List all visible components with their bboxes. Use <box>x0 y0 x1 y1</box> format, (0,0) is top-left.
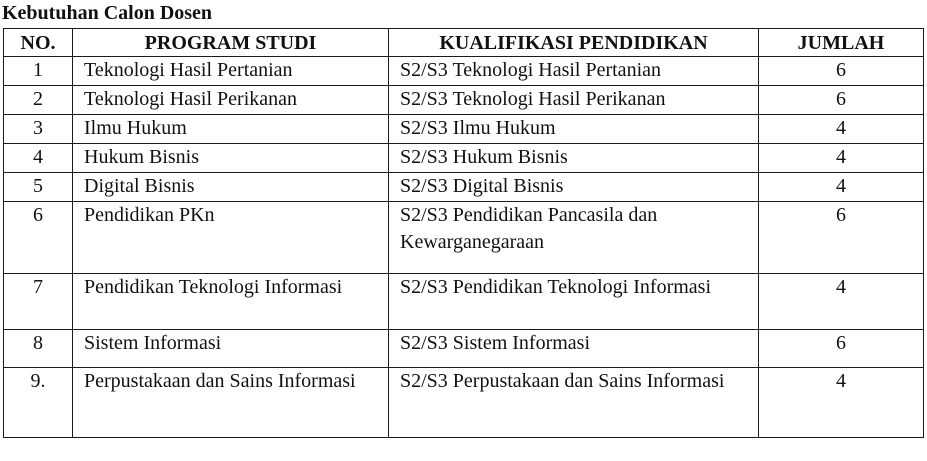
cell-program: Digital Bisnis <box>73 173 389 202</box>
table-row <box>4 202 924 274</box>
cell-program: Teknologi Hasil Perikanan <box>73 86 389 115</box>
cell-program: Pendidikan PKn <box>73 202 389 274</box>
cell-qualification: S2/S3 Teknologi Hasil Pertanian <box>389 57 759 86</box>
cell-no: 9. <box>4 368 73 438</box>
cell-count: 4 <box>759 274 924 330</box>
table-row <box>4 144 924 173</box>
cell-program: Hukum Bisnis <box>73 144 389 173</box>
header-program: PROGRAM STUDI <box>73 29 389 57</box>
cell-count: 4 <box>759 173 924 202</box>
cell-qualification: S2/S3 Pendidikan Teknologi Informasi <box>389 274 759 330</box>
cell-count: 6 <box>759 86 924 115</box>
cell-qualification: S2/S3 Hukum Bisnis <box>389 144 759 173</box>
cell-no: 5 <box>4 173 73 202</box>
header-count: JUMLAH <box>759 29 924 57</box>
cell-qualification: S2/S3 Pendidikan Pancasila dan Kewarganegaraan <box>389 202 759 274</box>
cell-program: Ilmu Hukum <box>73 115 389 144</box>
cell-count: 6 <box>759 330 924 368</box>
cell-count: 4 <box>759 144 924 173</box>
table-row <box>4 274 924 330</box>
cell-program: Pendidikan Teknologi Informasi <box>73 274 389 330</box>
cell-program: Sistem Informasi <box>73 330 389 368</box>
cell-no: 3 <box>4 115 73 144</box>
table-header-row <box>4 29 924 57</box>
table-row <box>4 86 924 115</box>
cell-program: Teknologi Hasil Pertanian <box>73 57 389 86</box>
cell-count: 6 <box>759 202 924 274</box>
header-qualification: KUALIFIKASI PENDIDIKAN <box>389 29 759 57</box>
cell-no: 4 <box>4 144 73 173</box>
cell-count: 4 <box>759 115 924 144</box>
cell-no: 7 <box>4 274 73 330</box>
header-no: NO. <box>4 29 73 57</box>
cell-no: 8 <box>4 330 73 368</box>
cell-qualification: S2/S3 Sistem Informasi <box>389 330 759 368</box>
table-row <box>4 330 924 368</box>
table-row <box>4 173 924 202</box>
cell-no: 1 <box>4 57 73 86</box>
cell-no: 2 <box>4 86 73 115</box>
table-row <box>4 57 924 86</box>
cell-qualification: S2/S3 Perpustakaan dan Sains Informasi <box>389 368 759 438</box>
cell-count: 4 <box>759 368 924 438</box>
cell-qualification: S2/S3 Digital Bisnis <box>389 173 759 202</box>
cell-no: 6 <box>4 202 73 274</box>
table-row <box>4 115 924 144</box>
cell-qualification: S2/S3 Teknologi Hasil Perikanan <box>389 86 759 115</box>
lecturer-needs-table <box>3 28 924 438</box>
cell-qualification: S2/S3 Ilmu Hukum <box>389 115 759 144</box>
page-title: Kebutuhan Calon Dosen <box>2 2 213 24</box>
cell-program: Perpustakaan dan Sains Informasi <box>73 368 389 438</box>
table-row <box>4 368 924 438</box>
cell-count: 6 <box>759 57 924 86</box>
